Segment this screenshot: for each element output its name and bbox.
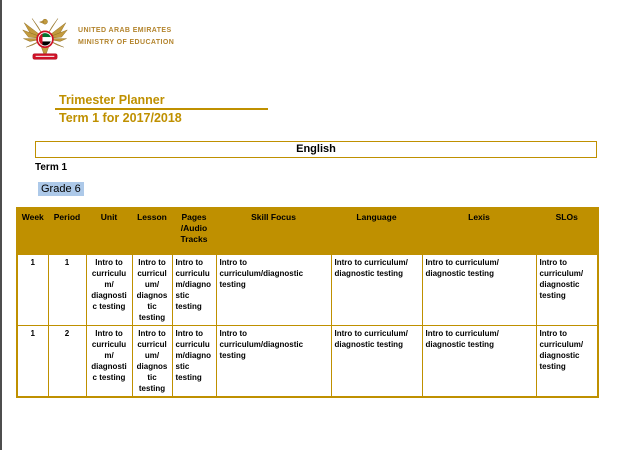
- document-title: Trimester Planner: [55, 93, 268, 110]
- col-header-lexis: Lexis: [422, 208, 536, 254]
- table-row: [17, 254, 598, 325]
- cell-pages-audio: Intro to curriculum/diagnostic testing: [172, 325, 216, 397]
- table-header-row: [17, 208, 598, 254]
- cell-slos: Intro to curriculum/ diagnostic testing: [536, 325, 598, 397]
- document-subtitle: Term 1 for 2017/2018: [59, 111, 182, 125]
- cell-lexis: Intro to curriculum/ diagnostic testing: [422, 254, 536, 325]
- ministry-name-line1: UNITED ARAB EMIRATES: [78, 27, 172, 34]
- cell-language: Intro to curriculum/ diagnostic testing: [331, 325, 422, 397]
- cell-lesson: Intro to curriculum/ diagnostic testing: [132, 254, 172, 325]
- cell-unit: Intro to curriculum/ diagnostic testing: [86, 325, 132, 397]
- cell-period: 2: [48, 325, 86, 397]
- cell-lesson: Intro to curriculum/ diagnostic testing: [132, 325, 172, 397]
- cell-slos: Intro to curriculum/ diagnostic testing: [536, 254, 598, 325]
- ministry-name: [78, 25, 174, 49]
- ministry-name-line2: MINISTRY OF EDUCATION: [78, 39, 175, 46]
- cell-week: 1: [17, 254, 48, 325]
- planner-table: [16, 207, 599, 398]
- grade-label-highlighted: Grade 6: [38, 182, 84, 196]
- col-header-period: Period: [48, 208, 86, 254]
- col-header-lesson: Lesson: [132, 208, 172, 254]
- table-row: [17, 325, 598, 397]
- col-header-week: Week: [17, 208, 48, 254]
- uae-coat-of-arms-icon: [22, 15, 68, 65]
- cell-week: 1: [17, 325, 48, 397]
- cell-period: 1: [48, 254, 86, 325]
- col-header-slos: SLOs: [536, 208, 598, 254]
- term-label: Term 1: [35, 162, 68, 173]
- cell-language: Intro to curriculum/ diagnostic testing: [331, 254, 422, 325]
- cell-skill-focus: Intro to curriculum/diagnostic testing: [216, 254, 331, 325]
- subject-banner: English: [35, 141, 597, 158]
- letterhead: [22, 15, 174, 65]
- col-header-skill-focus: Skill Focus: [216, 208, 331, 254]
- col-header-pages-audio: Pages /Audio Tracks: [172, 208, 216, 254]
- cell-pages-audio: Intro to curriculum/diagnostic testing: [172, 254, 216, 325]
- col-header-unit: Unit: [86, 208, 132, 254]
- cell-skill-focus: Intro to curriculum/diagnostic testing: [216, 325, 331, 397]
- cell-unit: Intro to curriculum/ diagnostic testing: [86, 254, 132, 325]
- cell-lexis: Intro to curriculum/ diagnostic testing: [422, 325, 536, 397]
- col-header-language: Language: [331, 208, 422, 254]
